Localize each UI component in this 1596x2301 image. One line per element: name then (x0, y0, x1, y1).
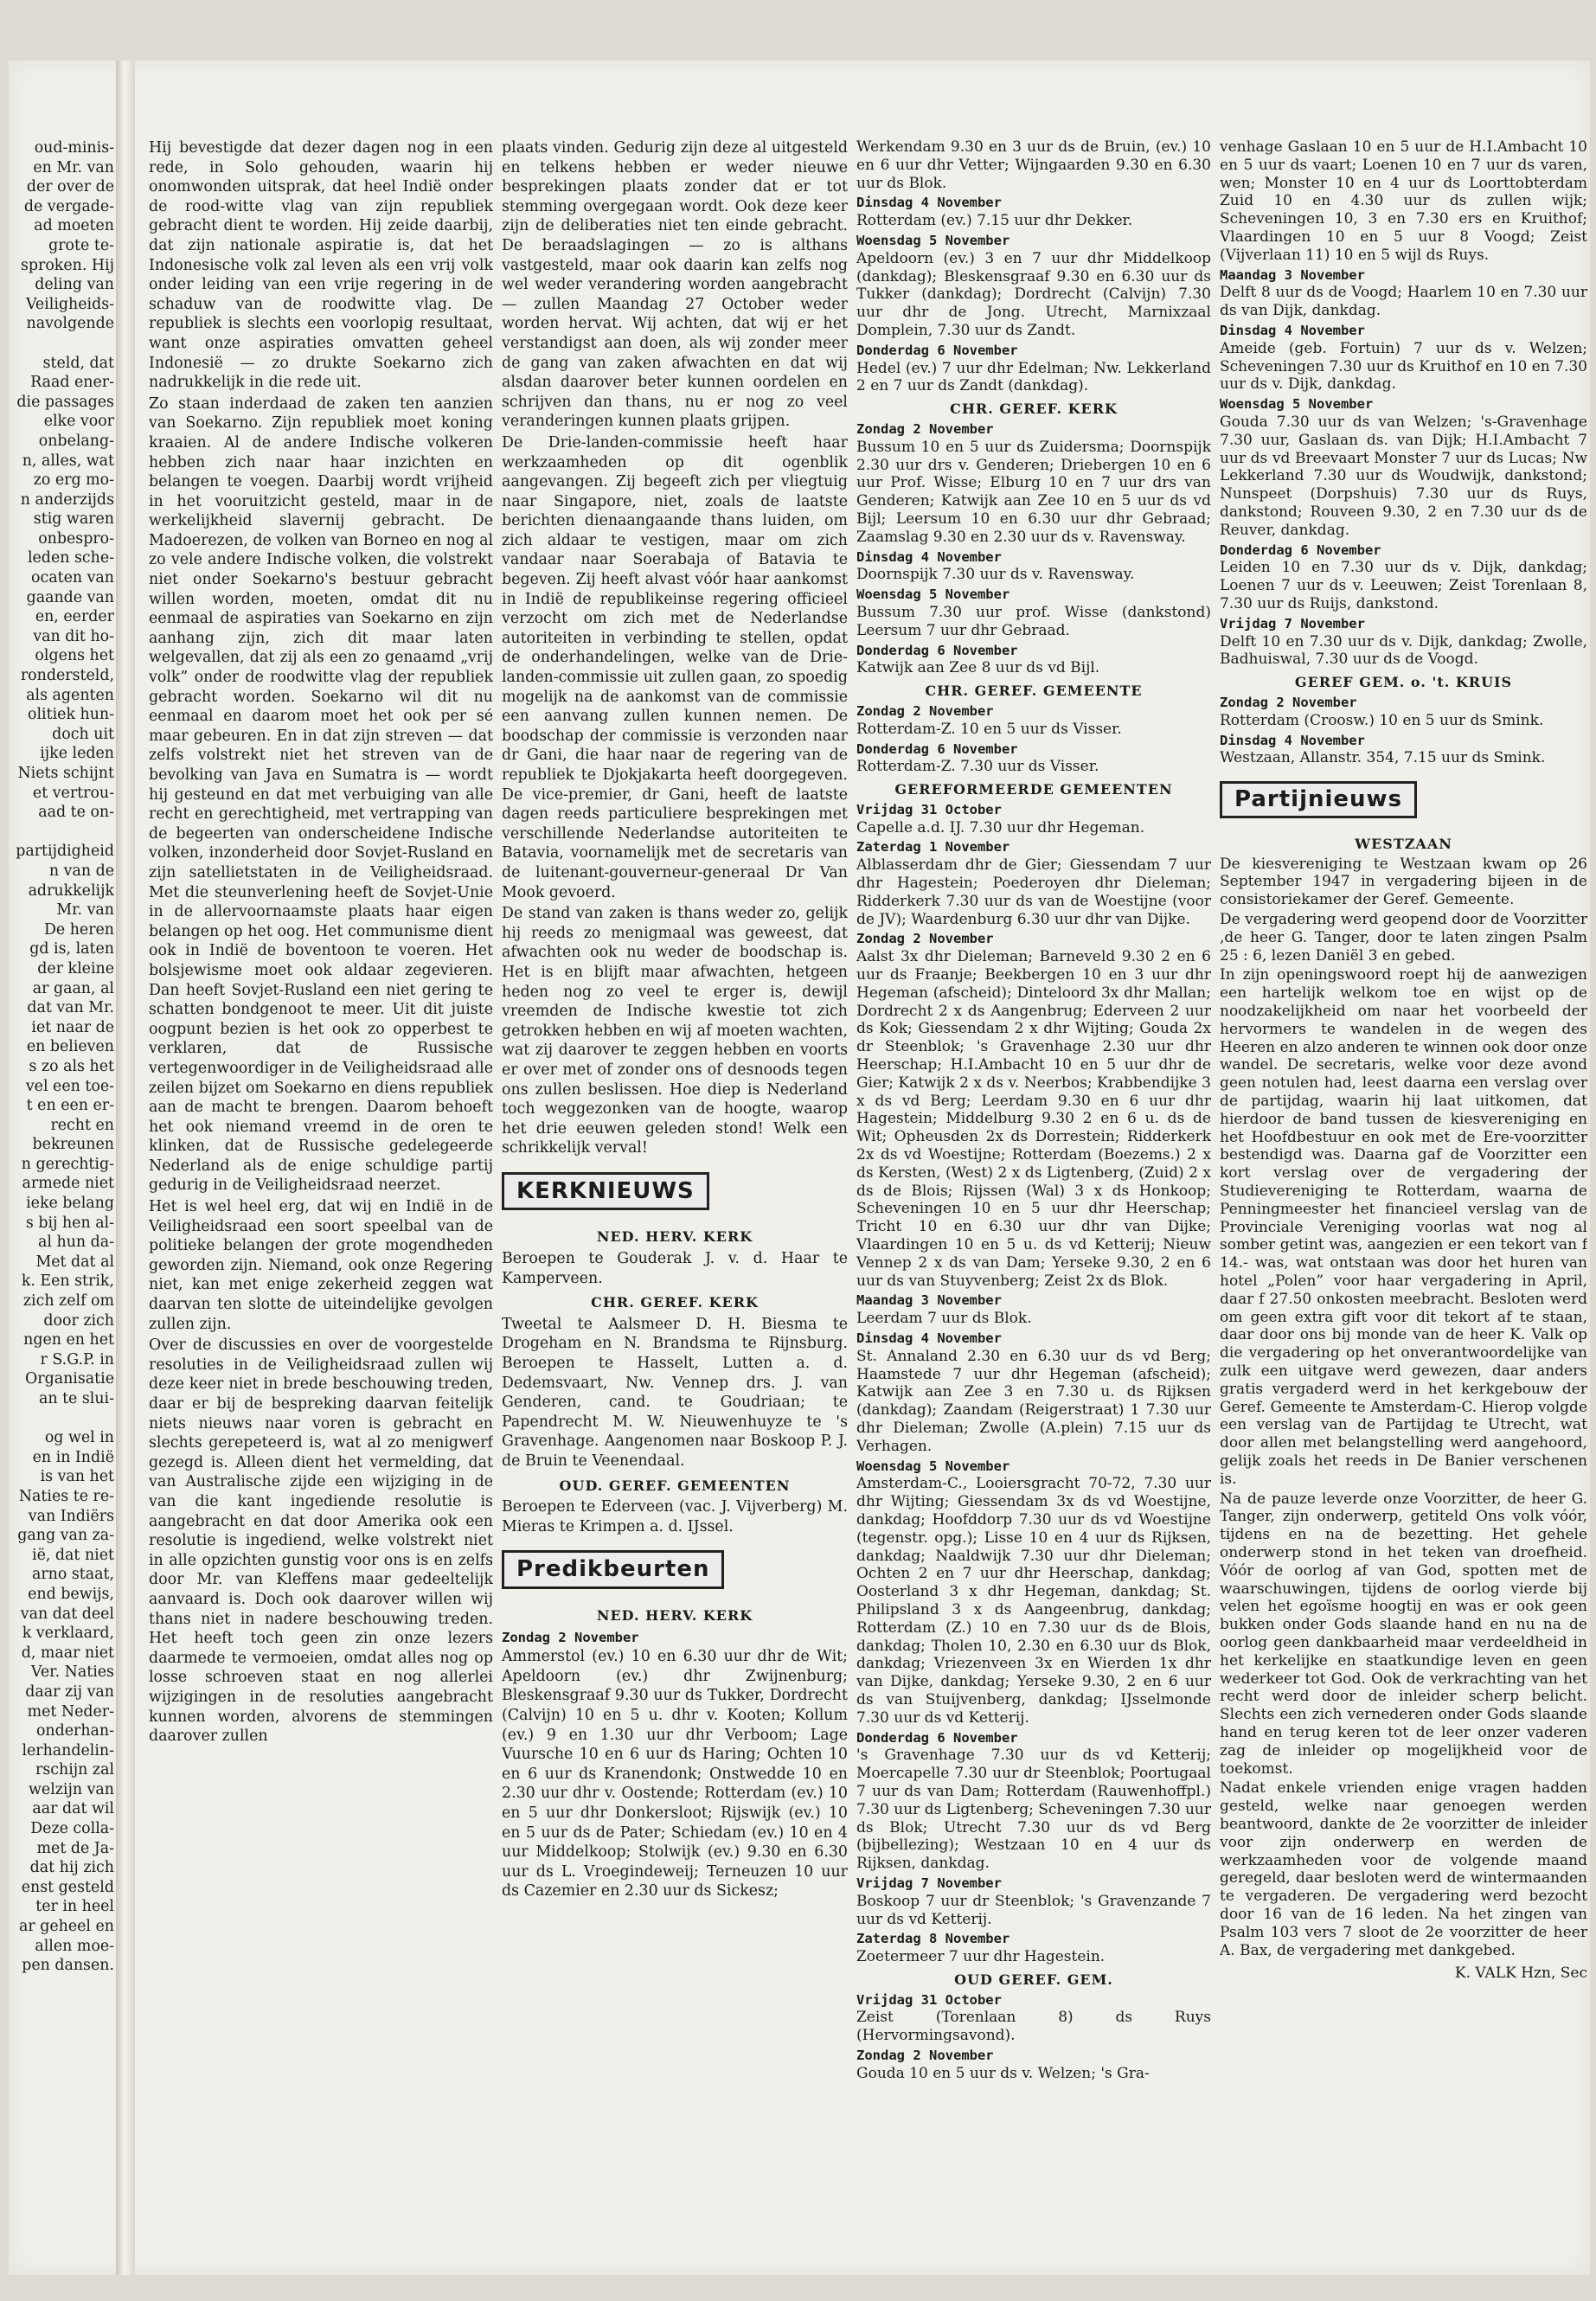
date-heading: Vrijdag 7 November (856, 1875, 1002, 1891)
date-heading: Zaterdag 8 November (856, 1931, 1010, 1947)
date-heading: Zaterdag 1 November (856, 839, 1010, 856)
text-line: onbelang- (38, 432, 114, 450)
text-line: d, maar niet (21, 1644, 114, 1662)
paragraph: Werkendam 9.30 en 3 uur ds de Bruin, (ev.) 10 en 6 uur dhr Vetter; Wijngaarden 9.30 en 6.30 uur ds Blok. (856, 138, 1211, 192)
paragraph: Bussum 7.30 uur prof. Wisse (dankstond) Leersum 7 uur dhr Gebraad. (856, 603, 1211, 639)
section-heading: GEREFORMEERDE GEMEENTEN (894, 781, 1173, 798)
paragraph: Delft 8 uur ds de Voogd; Haarlem 10 en 7.30 uur ds van Dijk, dankdag. (1220, 284, 1587, 320)
text-line: end bewijs, (28, 1585, 114, 1603)
date-heading: Donderdag 6 November (856, 1729, 1018, 1746)
paragraph: Ammerstol (ev.) 10 en 6.30 uur dhr de Wit; Apeldoorn (ev.) dhr Zwijnenburg; Bleskensgraaf 9.30 uur ds Tukker, Dordrecht (Calvijn) 10 en 5 u. dhr v. Kooten; Kollum (ev.) 9 en 1.30 uur dhr Verboom; Lage Vuursche 10 en 6 uur ds Haring; Ochten 10 en 6 uur ds Kranendonk; Onstwedde 10 en 2.30 uur dhr v. Oostende; Rotterdam (ev.) 10 en 5 uur dhr Donkersloot; Rijswijk (ev.) 10 en 5 uur ds de Pater; Schiedam (ev.) 10 en 4 uur Middelkoop; Stolwijk (ev.) 9.30 en 6.30 uur ds L. Vroegindeweij; Terneuzen 10 uur ds Cazemier en 2.30 uur ds Sickesz; (502, 1648, 848, 1900)
paragraph: plaats vinden. Gedurig zijn deze al uitgesteld en telkens hebben er weder nieuwe besprekingen plaats zonder dat er tot stemming overgegaan wordt. Ook deze keer zijn de deliberaties niet ten einde gebracht. De beraadslagingen — zo is althans vastgesteld, maar ook daarin kan zelfs nog wel weder verandering worden aangebracht — zullen Maandag 27 October weder worden hervat. Wij achten, dat wij er het verstandigst aan doen, als wij zonder meer de gang van zaken afwachten en dat wij alsdan daarover beter kunnen oordelen en schrijven dan thans, nu er nog zo veel veranderingen kunnen plaats grijpen. (502, 139, 848, 431)
paragraph: Gouda 10 en 5 uur ds v. Welzen; 's Gra- (856, 2064, 1150, 2082)
text-line: Met dat al (35, 1253, 114, 1271)
date-heading: Zondag 2 November (856, 702, 994, 719)
date-heading: Zondag 2 November (502, 1629, 639, 1645)
paragraph: De Drie-landen-commissie heeft haar werkzaamheden op dit ogenblik aangevangen. Zij begeeft zich per vliegtuig naar Singapore, niet, zoals de laatste berichten dienaangaande thans luiden, om zich aldaar te vestigen, maar om zich vandaar naar Soerabaja of Batavia te begeven. Zij heeft alvast vóór haar aankomst in Indië de republikeinse regering officieel verzocht om zich met de Nederlandse autoriteiten in verbinding te stellen, opdat de onderhandelingen, welke van de Drie-landen-commissie uit zullen gaan, zo spoedig mogelijk na de aankomst van de commissie een aanvang zullen kunnen nemen. De boodschap der commissie is verzonden naar dr Gani, die haar naar de regering van de republiek te Djokjakarta heeft doorgegeven. De vice-premier, dr Gani, heeft de laatste dagen reeds particuliere besprekingen met verschillende Nederlandse autoriteiten te Batavia, voornamelijk met de secretaris van de luitenant-gouverneur-generaal Dr Van Mook gevoerd. (502, 433, 848, 901)
text-line: en, eerder (35, 608, 114, 626)
text-line: k verklaard, (22, 1625, 114, 1643)
text-line: dat van Mr. (27, 999, 114, 1017)
section-heading: CHR. GEREF. GEMEENTE (925, 683, 1143, 700)
text-line: adrukkelijk (28, 881, 114, 900)
text-line: ijke leden (40, 745, 114, 763)
text-line: allen moe- (35, 1937, 114, 1955)
date-heading: Woensdag 5 November (1220, 396, 1374, 413)
text-line: de vergade- (23, 197, 114, 215)
text-line: met de Ja- (36, 1839, 114, 1857)
section-heading: OUD. GEREF. GEMEENTEN (559, 1477, 791, 1494)
date-heading: Woensdag 5 November (856, 232, 1010, 248)
signature: K. VALK Hzn, Sec (1454, 1965, 1587, 1983)
paragraph: Delft 10 en 7.30 uur ds v. Dijk, dankdag; Zwolle, Badhuiswal, 7.30 uur ds de Voogd. (1220, 632, 1587, 669)
text-line: zich zelf om (22, 1292, 114, 1311)
paragraph: venhage Gaslaan 10 en 5 uur de H.I.Ambacht 10 en 5 uur ds vaart; Loenen 10 en 7 uur ds varen, wen; Monster 10 en 4 uur ds Loorttobterdam Zuid 10 en 4.30 uur ds zullen wijk; Scheveningen 10, 3 en 7.30 ers en Kruithof; Vlaardingen 10 en 5 uur 8 Voogd; Zeist (Vijverlaan 11) 10 en 5 wijl ds Ruys. (1220, 138, 1587, 264)
text-line: stig waren (33, 510, 114, 529)
paragraph: Alblasserdam dhr de Gier; Giessendam 7 uur dhr Hagestein; Poederoyen dhr Dieleman; Ridderkerk 7.30 uur ds van de Woestijne (voor de JV); Waardenburg 6.30 uur dhr van Dijke. (856, 856, 1211, 928)
text-line: en in Indië (32, 1448, 114, 1466)
date-heading: Donderdag 6 November (856, 642, 1018, 658)
date-heading: Zondag 2 November (856, 420, 994, 437)
section-heading: GEREF GEM. o. 't. KRUIS (1294, 674, 1513, 691)
date-heading: Dinsdag 4 November (1220, 322, 1365, 338)
text-line: armede niet (22, 1175, 114, 1193)
text-line: der kleine (37, 959, 114, 977)
section-heading: NED. HERV. KERK (596, 1228, 753, 1246)
text-line: bekreunen (32, 1136, 114, 1154)
text-line: en Mr. van (33, 158, 114, 176)
text-line: rondersteld, (20, 667, 114, 685)
paragraph: Boskoop 7 uur dr Steenblok; 's Gravenzande 7 uur ds vd Ketterij. (856, 1892, 1211, 1928)
text-line: zo erg mo- (33, 471, 114, 490)
paragraph: Hij bevestigde dat dezer dagen nog in een rede, in Solo gehouden, waarin hij onomwonden uitsprak, dat heel Indië onder de rood-witte vlag van zijn republiek gebracht dient te worden. Hij zeide daarbij, dat zijn nationale aspiratie is, dat het Indonesische volk zal leven als een vrij volk onder leiding van een vrije regering in de schaduw van de roodwitte vlag. De republiek is slechts een voorlopig resultaat, want onze aspiraties omvatten geheel Indonesië — zo drukte Soekarno zich nadrukkelijk in die rede uit. (149, 139, 493, 392)
date-heading: Zondag 2 November (1220, 694, 1357, 710)
text-line: is van het (40, 1468, 114, 1486)
date-heading: Zondag 2 November (856, 2048, 994, 2064)
column-article-2 (502, 138, 848, 1903)
kerknieuws-heading: KERKNIEUWS (502, 1172, 709, 1211)
text-line: sproken. Hij (20, 256, 114, 274)
paragraph: 's Gravenhage 7.30 uur ds vd Ketterij; Moercapelle 7.30 uur dr Steenblok; Poortugaal 7 uur ds van Dam; Rotterdam (Rauwenhoffpl.) 7.30 uur ds Ligtenberg; Scheveningen 7.30 uur ds Blok; Utrecht 7.30 uur ds vd Berg (bijbellezing); Westzaan 10 en 4 uur ds Rijksen, dankdag. (856, 1747, 1211, 1873)
text-line: Raad ener- (30, 374, 114, 392)
text-line: van dit ho- (33, 627, 114, 645)
date-heading: Donderdag 6 November (1220, 542, 1381, 558)
text-line: oud-minis- (34, 139, 114, 157)
text-line: met Neder- (27, 1702, 114, 1721)
column-article-1 (149, 138, 493, 1748)
paragraph: Apeldoorn (ev.) 3 en 7 uur dhr Middelkoop (dankdag); Bleskensgraaf 9.30 en 6.30 uur ds Tukker (dankdag); Dordrecht (Calvijn) 7.30 uur dhr de Jong. Utrecht, Marnixzaal Domplein, 7.30 uur ds Zandt. (856, 249, 1211, 339)
paragraph: Zoetermeer 7 uur dhr Hagestein. (856, 1948, 1106, 1966)
paragraph: Bussum 10 en 5 uur ds Zuidersma; Doornspijk 2.30 uur drs v. Genderen; Driebergen 10 en 6 uur Prof. Wisse; Elburg 10 en 7 uur drs van Genderen; Katwijk aan Zee 10 en 5 uur ds vd Bijl; Leersum 10 en 6.30 uur dhr Gebraad; Zaamslag 9.30 en 2.30 uur ds v. Ravensway. (856, 438, 1211, 546)
date-heading: Zondag 2 November (856, 931, 994, 947)
westzaan-heading: WESTZAAN (1355, 835, 1452, 852)
paragraph: Leerdam 7 uur ds Blok. (856, 1310, 1032, 1328)
paragraph: Rotterdam-Z. 7.30 uur ds Visser. (856, 758, 1099, 776)
paragraph: Na de pauze leverde onze Voorzitter, de heer G. Tanger, zijn onderwerp, getiteld Ons volk vóór, tijdens en na de bezetting. Het gehele onderwerp stond in het teken van droefheid. Vóór de oorlog af van God, spotten met de waarschuwingen, tijdens de oorlog vierde bij velen het egoïsme hoogtij en was er ook geen bukken onder Gods slaande hand en nu na de oorlog geen dankbaarheid maar verdeeldheid in het kerkelijke en staatkundige leven en geen wederkeer tot God. Ook de verkrachting van het recht werd door de inleider scherp belicht. Slechts een zich vernederen onder Gods slaande hand en terug keren tot de leer onzer vaderen zag de inleider op mogelijkheid voor de toekomst. (1220, 1490, 1587, 1778)
page-fold (116, 61, 135, 2275)
text-line: Ver. Naties (30, 1663, 114, 1682)
date-heading: Maandag 3 November (856, 1292, 1002, 1309)
text-line: steld, dat (42, 354, 114, 372)
date-heading: Vrijdag 31 October (856, 1991, 1002, 2008)
text-line: lerhandelin- (22, 1741, 114, 1759)
text-line: n gerechtig- (21, 1155, 114, 1173)
text-line: rschijn zal (35, 1761, 114, 1779)
paragraph: St. Annaland 2.30 en 6.30 uur ds vd Berg; Haamstede 7 uur dhr Hegeman (afscheid); Katwijk aan Zee 3 en 7.30 u. ds Rijksen (dankdag); Zaandam (Reigerstraat) 1 7.30 uur dhr Dieleman; Zwolle (A.plein) 7.15 uur ds Verhagen. (856, 1347, 1211, 1455)
paragraph: Tweetal te Aalsmeer D. H. Biesma te Drogeham en N. Brandsma te Rijnsburg. Beroepen te Hasselt, Lutten a. d. Dedemsvaart, Nw. Vennep drs. J. van Genderen, cand. te Goudriaan; te Papendrecht M. W. Nieuwenhuyze te 's Gravenhage. Aangenomen naar Boskoop P. J. de Bruin te Veenendaal. (502, 1315, 848, 1470)
text-line: onbespro- (38, 529, 114, 548)
text-line: ter in heel (35, 1898, 114, 1916)
text-line: et vertrou- (32, 784, 114, 802)
text-line: doch uit (52, 725, 114, 743)
text-line: De heren (43, 920, 114, 939)
paragraph: Gouda 7.30 uur ds van Welzen; 's-Gravenhage 7.30 uur, Gaslaan ds. van Dijk; H.I.Ambacht 7 uur ds vd Breevaart Monster 7 uur ds Lucas; Nw Lekkerland 7.30 uur ds Woudwijk, dankstond; Nunspeet (Dorpshuis) 7.30 uur ds Ruys, dankstond; Rouveen 9.30, 2 en 7.30 uur ds de Reuver, dankdag. (1220, 413, 1587, 539)
paragraph: Rotterdam (Croosw.) 10 en 5 uur ds Smink. (1220, 711, 1544, 729)
text-line: olgens het (35, 647, 114, 665)
text-line: iet naar de (31, 1018, 114, 1036)
text-line: Organisatie (25, 1370, 114, 1388)
predikbeurten-heading: Predikbeurten (502, 1550, 724, 1589)
text-line: recht en (50, 1116, 114, 1134)
column-services-2 (1220, 138, 1587, 1983)
text-line: n, alles, wat (22, 452, 114, 470)
text-line: als agenten (26, 686, 114, 704)
text-line: k. Een strik, (21, 1272, 114, 1291)
paragraph: Hedel (ev.) 7 uur dhr Edelman; Nw. Lekkerland 2 en 7 uur ds Zandt (dankdag). (856, 359, 1211, 395)
text-line: s zo als het (29, 1057, 114, 1075)
paragraph: Westzaan, Allanstr. 354, 7.15 uur ds Smink. (1220, 749, 1546, 767)
paragraph: De vergadering werd geopend door de Voorzitter ,de heer G. Tanger, door te laten zingen Psalm 25 : 6, lezen Daniël 3 en gebed. (1220, 911, 1587, 965)
text-line (12, 823, 114, 843)
text-line: ar geheel en (19, 1918, 114, 1936)
text-line: an te slui- (38, 1390, 114, 1407)
text-line: daar zij van (25, 1682, 114, 1701)
paragraph: Zo staan inderdaad de zaken ten aanzien van Soekarno. Zijn republiek moet koning kraaien. Al de andere Indische volkeren hebben zich naar haar inzichten en belangen te voegen. Daarbij wordt vrijheid in het vooruitzicht gesteld, maar in de werkelijkheid slavernij gebracht. De Madoerezen, de volken van Borneo en nog al zo vele andere Indische volken, die volstrekt niet onder Soekarno's bestuur gebracht willen worden, moeten, omdat dit nu eenmaal de aspiraties van Soekarno en zijn aanhang zijn, zich dit maar laten welgevallen, dat zij als een zo genaamd „vrij volk” onder de roodwitte vlag der republiek gebracht worden. Soekarno wil dit nu eenmaal en daarom moet het ook per sé maar gebeuren. En in dat zijn streven — dat zelfs volstrekt niet het streven van de bevolking van Java en Sumatra is — wordt hij gesteund en dat met verbuiging van alle recht en gerechtigheid, met vertrapping van de begeerten van onderscheidene Indische volken, inzonderheid door Sovjet-Rusland en zijn satellietstaten in de Veiligheidsraad. Met die steunverlening heeft de Sovjet-Unie in de allervoornaamste plaats haar eigen belangen op het oog. Het communisme dient ook in Indië de boventoon te voeren. Het bolsjewisme moet ook aldaar zegevieren. Dan heeft Sovjet-Rusland een niet gering te schatten bondgenoot te meer. Uit dit juiste oogpunt bezien is het ook zo opperbest te verklaren, dat de Russische vertegenwoordiger in de Veiligheidsraad alle zeilen bijzet om Soekarno en diens republiek aan de macht te brengen. Daarom behoeft het ook niemand vreemd in de oren te klinken, dat de Russische gedelegeerde Nederland als de enige schuldige partij gedurig in de Veiligheidsraad neerzet. (149, 394, 493, 1195)
text-line: pen dansen. (22, 1957, 114, 1975)
text-line: Mr. van (56, 901, 114, 920)
partijnieuws-heading: Partijnieuws (1220, 781, 1417, 818)
text-line: og wel in (44, 1429, 114, 1447)
text-line: gd is, laten (29, 940, 114, 958)
text-line: enst gesteld (21, 1878, 114, 1896)
text-line: ocaten van (31, 569, 114, 587)
section-heading: CHR. GEREF. KERK (950, 401, 1118, 418)
paragraph: Amsterdam-C., Looiersgracht 70-72, 7.30 uur dhr Wijting; Giessendam 3x ds vd Woestijne, dankdag; Hoofddorp 7.30 uur ds vd Woestijne (tegenstr. opg.); Lisse 10 en 4 uur ds Rijksen, dankdag; Naaldwijk 7.30 uur dhr Dieleman; Ochten 2 en 7 uur dhr Heerschap, dankdag; Oosterland 3 x dhr Hegeman, dankdag; St. Philipsland 3 x ds Aangeenbrug, dankdag; Rotterdam (Z.) 10 en 7.30 uur ds de Blois, dankdag; Tholen 10, 2.30 en 6.30 uur ds Blok, dankdag; Vriezenveen 3x en Wierden 1x dhr van Dijke, dankdag; Yerseke 9.30, 2 en 6 uur ds van Stuijvenberg, dankdag; IJsselmonde 7.30 uur ds vd Ketterij. (856, 1475, 1211, 1727)
column-left-fragment (12, 138, 114, 1976)
paragraph: Ameide (geb. Fortuin) 7 uur ds v. Welzen; Scheveningen 7.30 uur ds Kruithof en 10 en 7.30 uur ds v. Dijk, dankdag. (1220, 339, 1587, 394)
paragraph: Capelle a.d. IJ. 7.30 uur dhr Hegeman. (856, 818, 1145, 836)
date-heading: Dinsdag 4 November (856, 1330, 1002, 1346)
text-line: arno staat, (31, 1566, 114, 1584)
date-heading: Donderdag 6 November (856, 342, 1018, 358)
paragraph: Katwijk aan Zee 8 uur ds vd Bijl. (856, 659, 1100, 677)
text-line: Niets schijnt (17, 765, 114, 782)
text-line: van Indiërs (28, 1507, 114, 1525)
text-line: elke voor (43, 413, 114, 431)
date-heading: Woensdag 5 November (856, 1458, 1010, 1474)
text-line: en believen (26, 1038, 114, 1056)
paragraph: Het is wel heel erg, dat wij en Indië in de Veiligheidsraad een soort speelbal van de politieke belangen der grote mogendheden geworden zijn. Niemand, ook onze Regering niet, kan met enige zekerheid zeggen wat daarvan ten slotte de uiteindelijke gevolgen zullen zijn. (149, 1198, 493, 1333)
text-line: welzijn van (29, 1780, 114, 1798)
text-line: deling van (35, 276, 114, 294)
text-line: ar gaan, al (32, 979, 114, 997)
paragraph: De kiesvereniging te Westzaan kwam op 26 September 1947 in vergadering bijeen in de consistoriekamer der Geref. Gemeente. (1220, 855, 1587, 909)
text-line: door zich (43, 1311, 114, 1330)
text-line: t en een er- (26, 1097, 114, 1115)
text-line: dat hij zich (29, 1859, 114, 1877)
text-line: n van de (48, 862, 114, 880)
text-line: ngen en het (23, 1331, 114, 1349)
text-line: aad te on- (38, 804, 114, 822)
text-line (12, 1409, 114, 1429)
text-line: Veiligheids- (25, 295, 114, 313)
date-heading: Dinsdag 4 November (856, 195, 1002, 211)
paragraph: Leiden 10 en 7.30 uur ds v. Dijk, dankdag; Loenen 7 uur ds v. Leeuwen; Zeist Torenlaan 8, 7.30 uur ds Ruijs, dankstond. (1220, 559, 1587, 612)
text-line: der over de (26, 178, 114, 196)
text-line: grote te- (48, 236, 114, 254)
date-heading: Maandag 3 November (1220, 266, 1365, 283)
text-line: al hun da- (38, 1234, 114, 1252)
paragraph: Aalst 3x dhr Dieleman; Barneveld 9.30 2 en 6 uur ds Fraanje; Beekbergen 10 en 3 uur dhr Hegeman (afscheid); Dinteloord 3x dhr Mallan; Dordrecht 2 x ds Aangenbrug; Ederveen 2 uur ds Kok; Giessendam 2 x dhr Wijting; Gouda 2x dr Steenblok; 's Gravenhage 2.30 uur dhr Heerschap; H.I.Ambacht 10 en 5 uur dhr de Gier; Katwijk 2 x ds v. Neerbos; Krabbendijke 3 x ds vd Berg; Leerdam 9.30 en 6 uur dhr Hagestein; Middelburg 9.30 2 en 6 u. ds de Wit; Opheusden 2x ds Dorrestein; Ridderkerk 2x ds vd Woestijne; Rotterdam (Boezems.) 2 x ds Kersten, (West) 2 x ds Ligtenberg, (Zuid) 2 x ds de Blois; Rijssen (Wal) 3 x ds Honkoop; Scheveningen 10 en 5 uur dhr Heerschap; Tricht 10 en 6.30 uur dhr van Dijke; Vlaardingen 10 en 5 u. ds vd Ketterij; Nieuw Vennep 2 x ds van Dam; Yerseke 9.30, 2 en 6 uur ds van Stuyvenberg; Zeist 2x ds Blok. (856, 948, 1211, 1290)
paragraph: Rotterdam (ev.) 7.15 uur dhr Dekker. (856, 212, 1133, 230)
date-heading: Woensdag 5 November (856, 586, 1010, 603)
paragraph: Rotterdam-Z. 10 en 5 uur ds Visser. (856, 720, 1122, 738)
paragraph: Beroepen te Ederveen (vac. J. Vijverberg) M. Mieras te Krimpen a. d. IJssel. (502, 1498, 848, 1535)
section-heading: OUD GEREF. GEM. (954, 1971, 1113, 1988)
text-line: ië, dat niet (32, 1546, 114, 1564)
date-heading: Dinsdag 4 November (1220, 732, 1365, 748)
text-line: olitiek hun- (28, 706, 114, 724)
date-heading: Vrijdag 31 October (856, 801, 1002, 817)
text-line: ad moeten (34, 217, 114, 235)
text-line: onderhan- (35, 1722, 114, 1740)
text-line: gaande van (26, 588, 114, 606)
text-line: Naties te re- (18, 1487, 114, 1505)
text-line: partijdigheid (16, 843, 114, 861)
paragraph: Zeist (Torenlaan 8) ds Ruys (Hervormingsavond). (856, 2009, 1211, 2045)
section-heading: NED. HERV. KERK (596, 1606, 753, 1624)
date-heading: Vrijdag 7 November (1220, 615, 1365, 631)
paragraph: Nadat enkele vrienden enige vragen hadden gesteld, welke naar genoegen werden beantwoord, dankte de 2e voorzitter de inleider voor zijn onderwerp en werden de werkzaamheden voor de volgende maand geregeld, daar besloten werd de wintermaanden te vergaderen. De vergadering werd bezocht door 16 van de 16 leden. Na het zingen van Psalm 103 vers 7 sloot de 2e voorzitter de heer A. Bax, de vergadering met dankgebed. (1220, 1779, 1587, 1959)
paragraph: Over de discussies en over de voorgestelde resoluties in de Veiligheidsraad zullen wij deze keer niet in brede beschouwing treden, daar er bij de bespreking daarvan feitelijk niets nieuws naar voren is gebracht en slechts gerepeteerd is, wat al zo menigwerf gezegd is. Alleen dient het vermelding, dat van Australische zijde een wijziging in de van die kant ingediende resolutie is aangebracht en dat door Amerika ook een resolutie is ingediend, welke volstrekt niet in alle opzichten gunstig voor ons is en zelfs door Mr. van Kleffens maar gedeeltelijk aanvaard is. Doch ook daarover willen wij thans niet in nadere beschouwing treden. Het heeft toch geen zin onze lezers daarmede te vermoeien, omdat alles nog op losse schroeven staat en nog allerlei wijzigingen in de resoluties aangebracht kunnen worden, alvorens de stemmingen daarover zullen (149, 1336, 493, 1746)
date-heading: Donderdag 6 November (856, 740, 1018, 757)
text-line: vel een toe- (25, 1077, 114, 1095)
text-line: s bij hen al- (25, 1214, 114, 1232)
paragraph: Beroepen te Gouderak J. v. d. Haar te Kamperveen. (502, 1250, 848, 1287)
text-line: leden sche- (27, 549, 114, 567)
text-line: ieke belang (26, 1195, 114, 1213)
text-line: die passages (16, 393, 114, 411)
paragraph: De stand van zaken is thans weder zo, gelijk hij reeds zo menigmaal was geweest, dat afwachten ook nu weder de boodschap is. Het is en blijft maar afwachten, hetgeen heden nog zo veel te erger is, dewijl vreemden de Indische kwestie tot zich getrokken hebben en wij af moeten wachten, wat zij daarover te zeggen hebben en voorts er over met of zonder ons of desnoods tegen ons zullen beslissen. Hoe diep is Nederland toch weggezonken van de hoogte, waarop het drie eeuwen geleden stond! Welk een schrikkelijk verval! (502, 905, 848, 1157)
text-line: n anderzijds (20, 490, 114, 509)
text-line: gang van za- (17, 1527, 114, 1545)
paragraph: In zijn openingswoord roept hij de aanwezigen een hartelijk welkom toe en wijst op de noodzakelijkheid om naar het voorbeeld der hervormers te wandelen in de wegen des Heeren en alzo anderen te winnen ook door onze wandel. De secretaris, welke voor deze avond geen notulen had, leest daarna een verslag over de partijdag, waarin hij laat uitkomen, dat hierdoor de band tussen de kiesvereniging en het Hoofdbestuur en ook met de Ere-voorzitter bestendigd was. Daarna gaf de Voorzitter een kort verslag over de vergadering der Studievereniging te Rotterdam, waarna de Penningmeester het financieel verslag van de Provinciale Vereniging voorlas wat nog al somber getint was, aangezien er een tekort van f 14.- was, wat ontstaan was door het huren van hotel „Polen” voor haar vergadering in April, daar f 27.50 onkosten meebracht. Besloten werd om geen extra gift voor dit tekort af te staan, daar door ons bij monde van de heer K. Valk op die vergadering op het onverantwoordelijke van zulk een uitgave werd gewezen, daar anders gratis vergaderd werd in het kerkgebouw der Geref. Gemeente te Amsterdam-C. Hierop volgde een verslag van de Partijdag te Utrecht, wat door allen met belangstelling werd aangehoord, gelijk zoals het reeds in De Banier verschenen is. (1220, 966, 1587, 1488)
text-line: Deze colla- (30, 1820, 114, 1838)
section-heading: CHR. GEREF. KERK (591, 1294, 759, 1311)
paragraph: Doornspijk 7.30 uur ds v. Ravensway. (856, 566, 1135, 584)
column-services (856, 138, 1211, 2085)
text-line: r S.G.P. in (40, 1350, 114, 1368)
date-heading: Dinsdag 4 November (856, 548, 1002, 565)
text-line: navolgende (26, 315, 114, 333)
text-line: aar dat wil (32, 1800, 114, 1818)
text-line (12, 334, 114, 354)
text-line: van dat deel (20, 1605, 114, 1623)
